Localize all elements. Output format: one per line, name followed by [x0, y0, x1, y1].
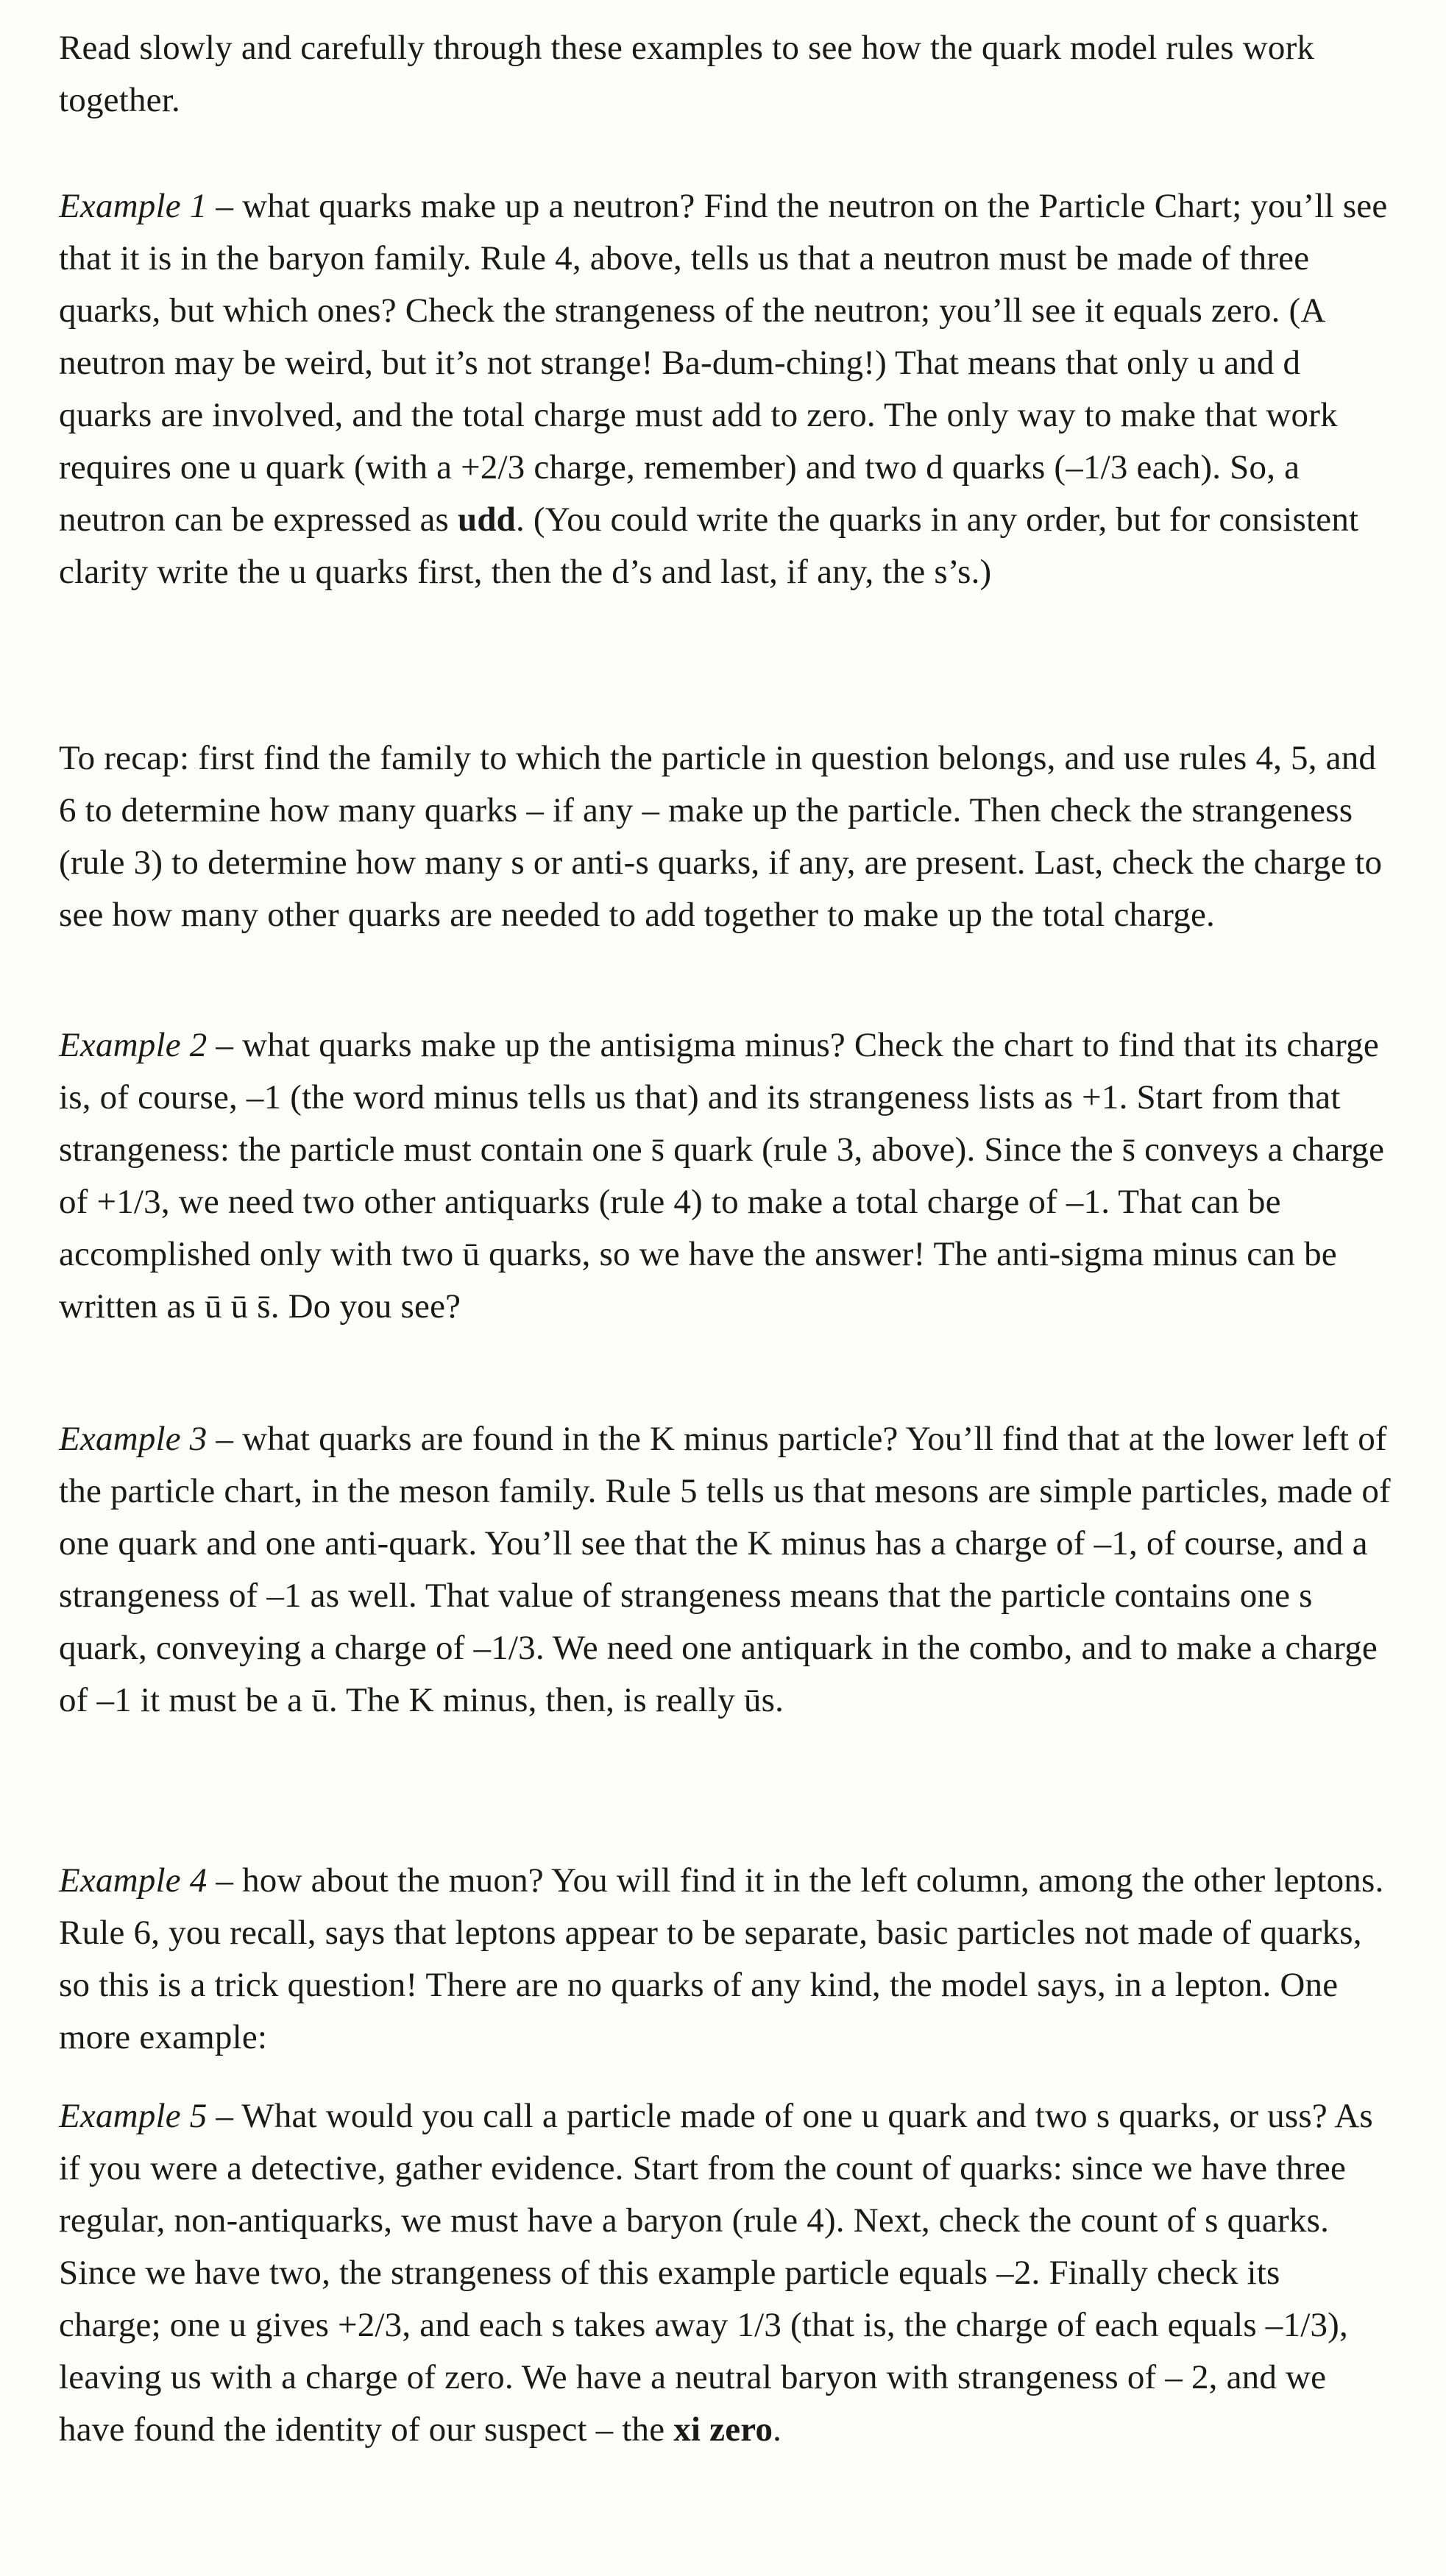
recap-paragraph: To recap: first find the family to which the particle in question belongs, and use rules 4, 5, and 6 to determine how many quarks – if any – make up the particle. Then check the strangeness (rule 3) to determine how many s or anti-s quarks, if any, are present. Last, check the charge to see how many other quarks are needed to add together to make up the total charge. — [59, 739, 1383, 934]
example-2-text: – what quarks make up the antisigma minus? Check the chart to find that its charge is, of course, –1 (the word minus tells us that) and its strangeness lists as +1. Start from that strangeness: the particle must contain one s̄ quark (rule 3, above). Since the s̄ conveys a charge of +1/3, we need two other antiquarks (rule 4) to make a total charge of –1. That can be accomplished only with two ū quarks, so we have the answer! The anti-sigma minus can be written as ū ū s̄. Do you see? — [59, 1026, 1385, 1326]
intro-paragraph: Read slowly and carefully through these examples to see how the quark model rules work together. — [59, 29, 1315, 119]
example-5-text: – What would you call a particle made of one u quark and two s quarks, or uss? As if you were a detective, gather evidence. Start from the count of quarks: since we have three regular, non-antiquarks, we must have a baryon (rule 4). Next, check the count of s quarks. Since we have two, the strangeness of this example particle equals –2. Finally check its charge; one u gives +2/3, and each s takes away 1/3 (that is, the charge of each equals –1/3), leaving us with a charge of zero. We have a neutral baryon with strangeness of – 2, and we have found the identity of our suspect – the — [59, 2097, 1373, 2449]
example-1-answer: udd — [457, 500, 517, 539]
example-4-text: – how about the muon? You will find it in the left column, among the other leptons. Rule 6, you recall, says that leptons appear to be separate, basic particles not made of quarks, so this is a trick question! There are no quarks of any kind, the model says, in a lepton. One more example: — [59, 1861, 1384, 2056]
example-2-paragraph — [59, 1019, 1391, 1333]
example-3-paragraph — [59, 1413, 1391, 1727]
example-3-label: Example 3 — [59, 1420, 208, 1458]
example-4-label: Example 4 — [59, 1861, 208, 1900]
example-1-paragraph — [59, 180, 1391, 598]
example-5-text-end: . — [773, 2410, 782, 2449]
example-1-text: – what quarks make up a neutron? Find the neutron on the Particle Chart; you’ll see that it is in the baryon family. Rule 4, above, tells us that a neutron must be made of three quarks, but which ones? Check the strangeness of the neutron; you’ll see it equals zero. (A neutron may be weird, but it’s not strange! Ba-dum-ching!) That means that only u and d quarks are involved, and the total charge must add to zero. The only way to make that work requires one u quark (with a +2/3 charge, remember) and two d quarks (–1/3 each). So, a neutron can be expressed as — [59, 187, 1388, 539]
example-4-paragraph — [59, 1855, 1391, 2064]
example-2-label: Example 2 — [59, 1026, 208, 1064]
example-1-label: Example 1 — [59, 187, 208, 225]
example-5-paragraph — [59, 2090, 1391, 2456]
example-3-text: – what quarks are found in the K minus particle? You’ll find that at the lower left of the particle chart, in the meson family. Rule 5 tells us that mesons are simple particles, made of one quark and one anti-quark. You’ll see that the K minus has a charge of –1, of course, and a strangeness of –1 as well. That value of strangeness means that the particle contains one s quark, conveying a charge of –1/3. We need one antiquark in the combo, and to make a charge of –1 it must be a ū. The K minus, then, is really ūs. — [59, 1420, 1391, 1719]
example-5-answer: xi zero — [673, 2410, 773, 2449]
example-1-text-end: . (You could write the quarks in any order, but for consistent clarity write the u quarks first, then the d’s and last, if any, the s’s.) — [59, 500, 1359, 591]
example-5-label: Example 5 — [59, 2097, 208, 2135]
